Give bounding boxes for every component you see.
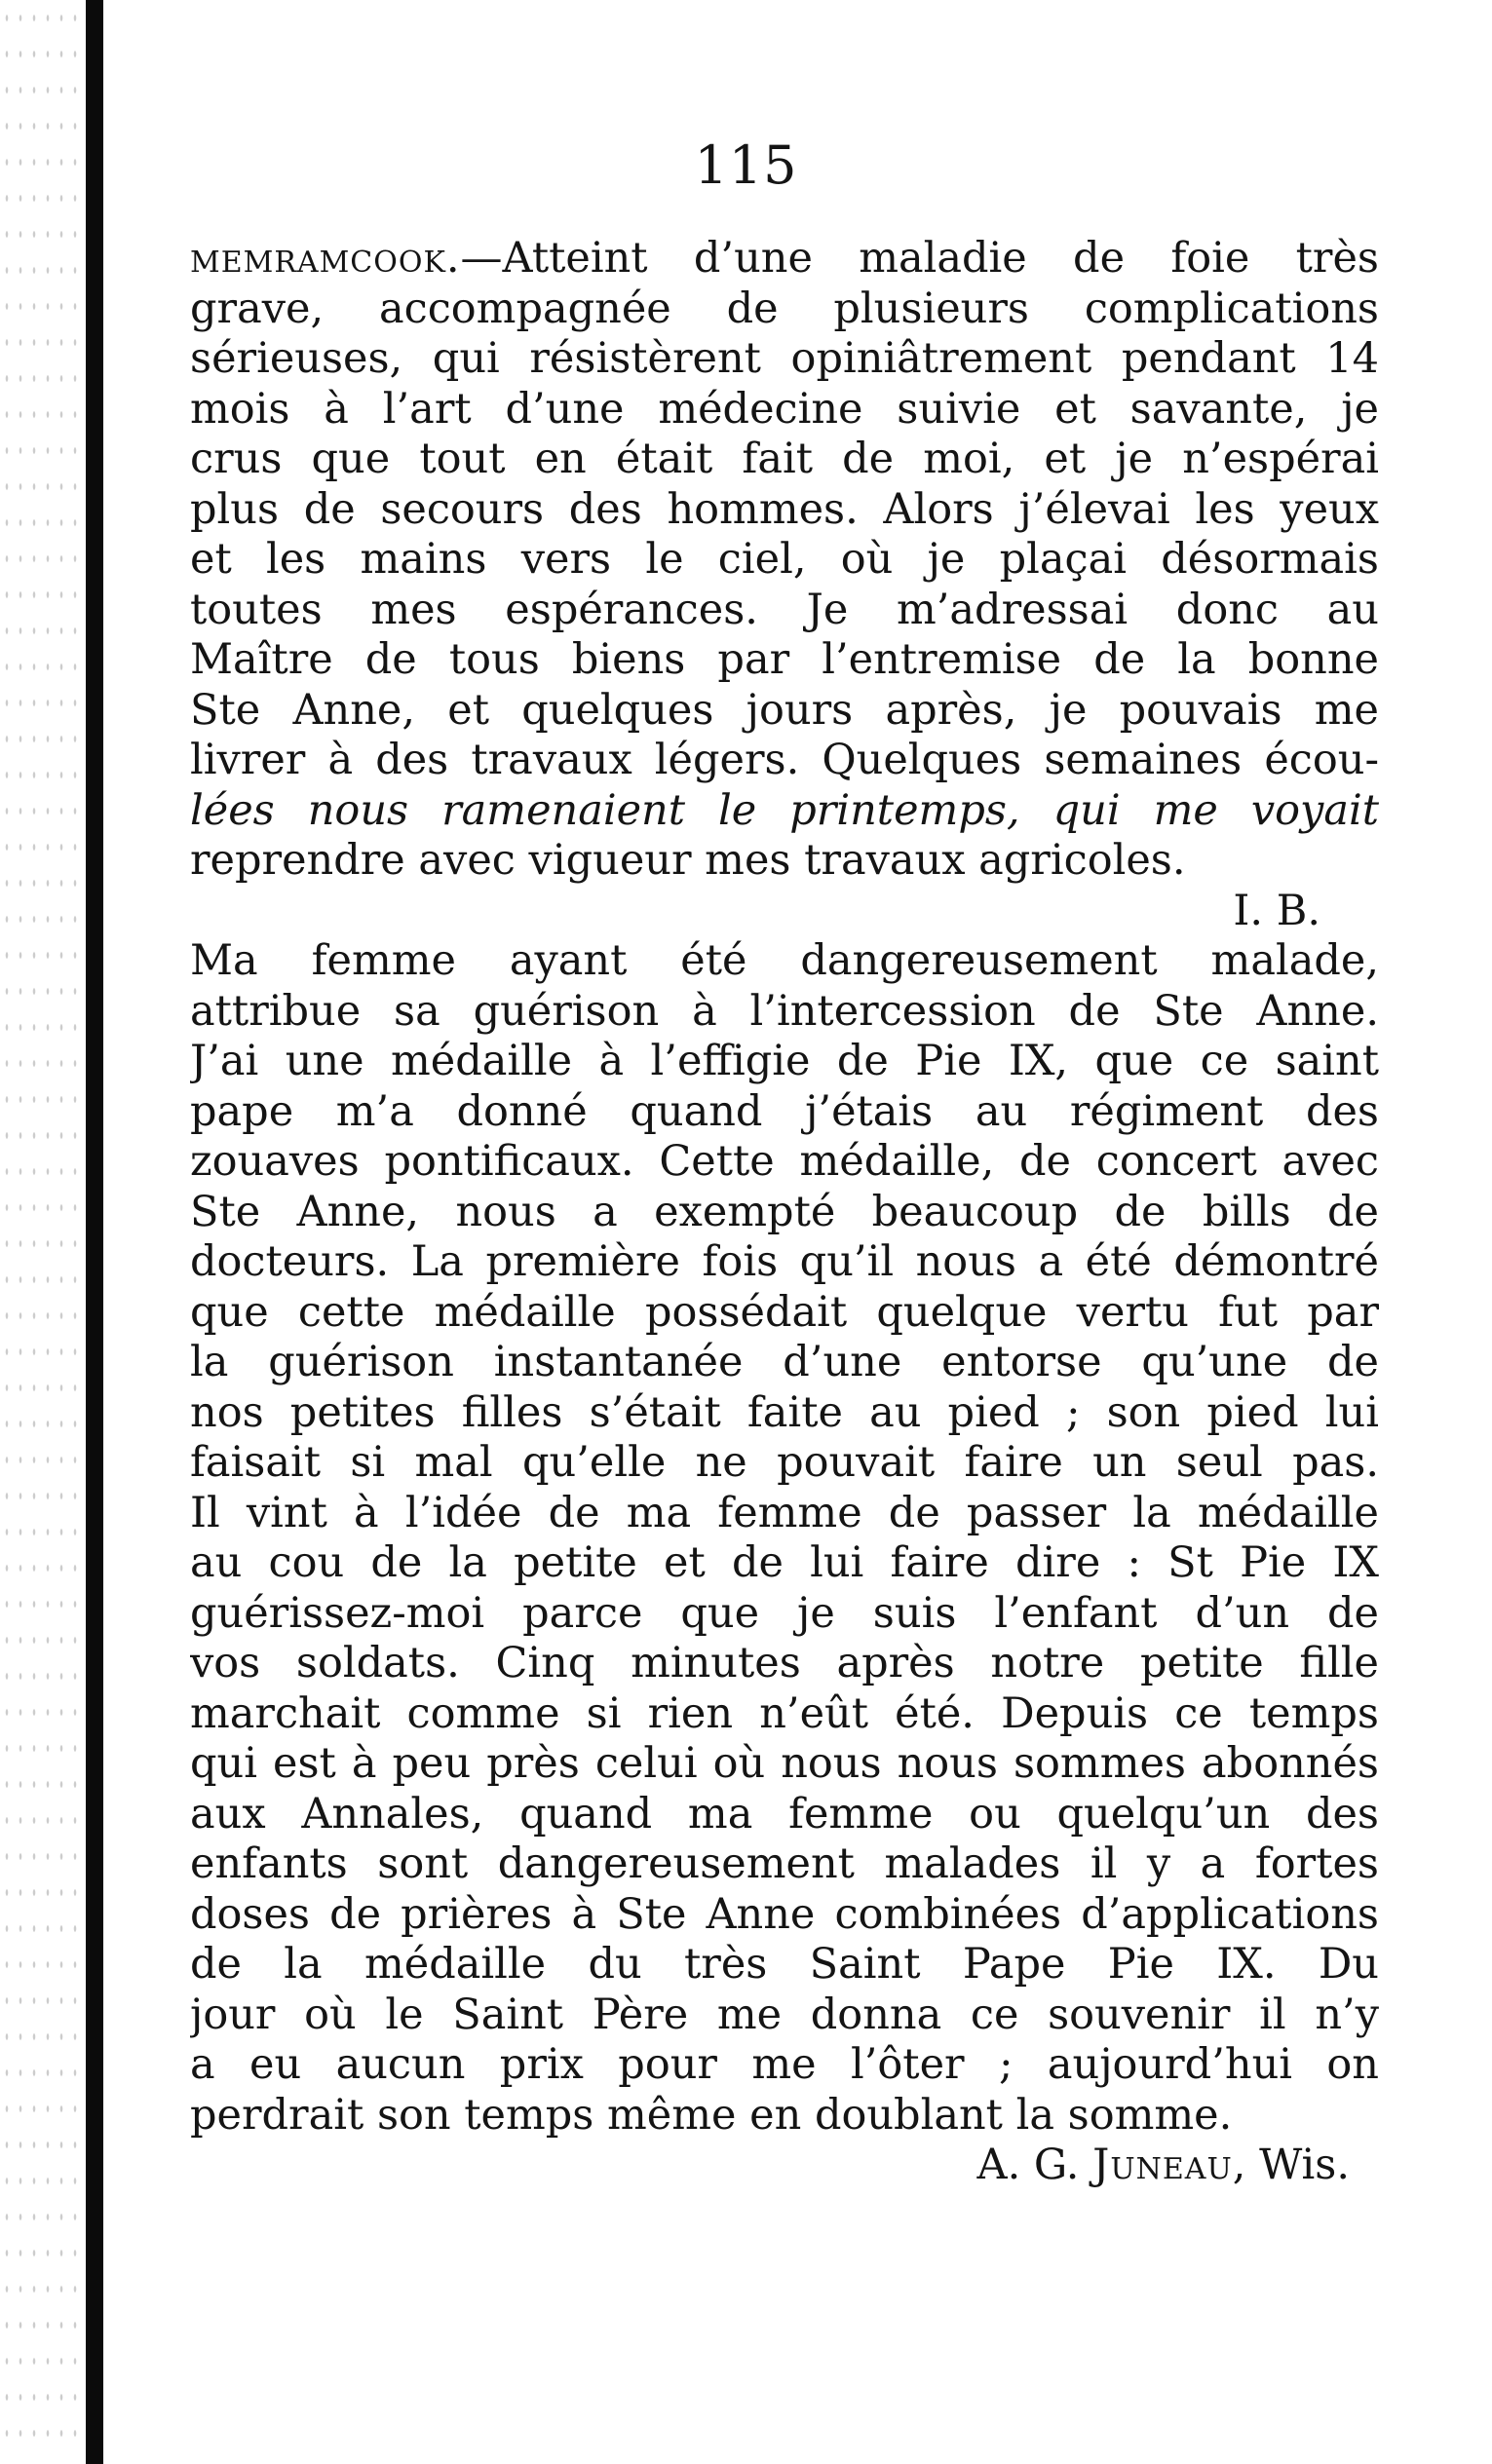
- text-line: Ste Anne, nous a exempté beaucoup de bills de: [190, 1187, 1379, 1236]
- text-line: Ste Anne, et quelques jours après, je pouvais me: [190, 685, 1379, 735]
- text-line: pape m’a donné quand j’étais au régiment des: [190, 1086, 1379, 1136]
- place-name: memramcook.: [190, 234, 461, 283]
- text-line: jour où le Saint Père me donna ce souvenir il n’y: [190, 1990, 1379, 2039]
- text-line: Il vint à l’idée de ma femme de passer la médaille: [190, 1488, 1379, 1537]
- text-line: toutes mes espérances. Je m’adressai donc au: [190, 585, 1379, 634]
- page-body: [190, 234, 1379, 2191]
- text-line: Maître de tous biens par l’entremise de la bonne: [190, 635, 1379, 684]
- text-line: marchait comme si rien n’eût été. Depuis ce temps: [190, 1688, 1379, 1738]
- text-line: plus de secours des hommes. Alors j’élevai les yeux: [190, 484, 1379, 534]
- text-line: doses de prières à Ste Anne combinées d’applications: [190, 1889, 1379, 1939]
- text-line: sérieuses, qui résistèrent opiniâtrement pendant 14: [190, 334, 1379, 383]
- text-line: docteurs. La première fois qu’il nous a été démontré: [190, 1237, 1379, 1286]
- signature-ib: I. B.: [1233, 886, 1320, 935]
- text-line: vos soldats. Cinq minutes après notre petite fille: [190, 1639, 1379, 1687]
- text-line-content: —Atteint d’une maladie de foie très: [460, 234, 1379, 283]
- text-line: a eu aucun prix pour me l’ôter ; aujourd’hui on: [190, 2040, 1379, 2089]
- text-line: aux Annales, quand ma femme ou quelqu’un des: [190, 1789, 1379, 1839]
- text-line: attribue sa guérison à l’intercession de Ste Anne.: [190, 986, 1379, 1036]
- text-line: mois à l’art d’une médecine suivie et savante, je: [190, 384, 1379, 434]
- text-line: livrer à des travaux légers. Quelques semaines écou-: [190, 736, 1379, 784]
- text-line: et les mains vers le ciel, où je plaçai désormais: [190, 535, 1379, 584]
- text-line: [190, 234, 1379, 284]
- text-line: perdrait son temps même en doublant la somme.: [190, 2090, 1233, 2140]
- text-line: reprendre avec vigueur mes travaux agricoles.: [190, 836, 1186, 885]
- text-line: nos petites filles s’était faite au pied ; son pied lui: [190, 1387, 1379, 1437]
- text-line: lées nous ramenaient le printemps, qui me voyait: [190, 785, 1379, 835]
- text-line: qui est à peu près celui où nous nous sommes abonnés: [190, 1739, 1379, 1788]
- text-line: Ma femme ayant été dangereusement malade,: [190, 936, 1379, 985]
- text-line: faisait si mal qu’elle ne pouvait faire un seul pas.: [190, 1438, 1379, 1487]
- signature-place: , Wis.: [1232, 2141, 1350, 2189]
- signature-juneau: [190, 2141, 1379, 2191]
- text-line: guérissez-moi parce que je suis l’enfant d’un de: [190, 1588, 1379, 1638]
- text-line: enfants sont dangereusement malades il y a fortes: [190, 1839, 1379, 1888]
- binding-shadow: [0, 0, 78, 2464]
- binding-edge: [86, 0, 103, 2464]
- text-line: J’ai une médaille à l’effigie de Pie IX, que ce saint: [190, 1037, 1379, 1085]
- text-line: de la médaille du très Saint Pape Pie IX. Du: [190, 1940, 1379, 1989]
- text-line: que cette médaille possédait quelque vertu fut par: [190, 1287, 1379, 1337]
- text-line: grave, accompagnée de plusieurs complications: [190, 284, 1379, 333]
- text-line: zouaves pontificaux. Cette médaille, de concert avec: [190, 1137, 1379, 1186]
- text-line: crus que tout en était fait de moi, et je n’espérai: [190, 435, 1379, 483]
- signature-name: Juneau: [1092, 2141, 1233, 2189]
- text-line: au cou de la petite et de lui faire dire : St Pie IX: [190, 1538, 1379, 1587]
- text-line: la guérison instantanée d’une entorse qu’une de: [190, 1338, 1379, 1386]
- page-number: 115: [694, 134, 798, 196]
- signature-initials: A. G.: [976, 2141, 1080, 2189]
